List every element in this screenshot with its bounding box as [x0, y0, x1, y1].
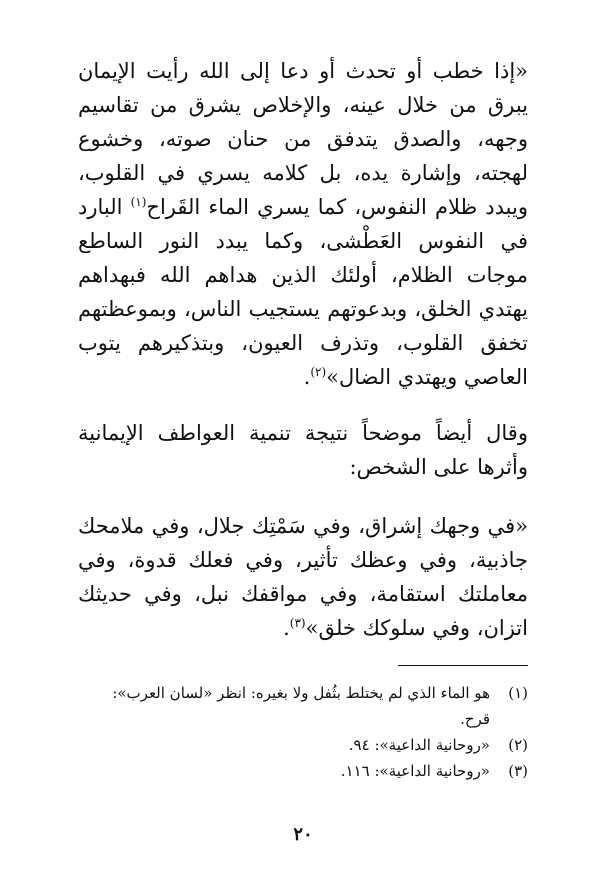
footnote-ref-2[interactable]: (٢) — [310, 365, 327, 379]
paragraph-end-mark: . — [303, 365, 311, 389]
footnote-ref-1[interactable]: (١) — [130, 195, 147, 209]
footnote-number: (٣) — [508, 762, 528, 780]
footnote-2 — [78, 732, 528, 758]
footnote-separator — [398, 665, 528, 666]
footnotes-section — [78, 680, 528, 784]
paragraph-text: وقال أيضاً موضحاً نتيجة تنمية العواطف الإيمانية وأثرها على الشخص: — [78, 421, 528, 479]
footnote-text: هو الماء الذي لم يختلط بثُفل ولا بغيره: انظر «لسان العرب»: قرح. — [112, 684, 490, 728]
paragraph-end-mark: . — [283, 616, 290, 640]
paragraph-text-continued: البارد في النفوس العَطْشى، وكما يبدد النور الساطع موجات الظلام، أولئك الذين هداهم الله فبهداهم يهتدي الخلق، وبدعوتهم يستجيب الناس، وبموعظتهم تخفق القلوب، وتذرف العيون، وبتذكيرهم يتوب العاصي ويهتدي الضال» — [78, 195, 528, 389]
footnote-number: (١) — [508, 684, 528, 702]
quote-paragraph-1 — [78, 54, 528, 394]
footnote-1 — [78, 680, 528, 732]
intro-paragraph — [78, 416, 528, 484]
footnote-ref-3[interactable]: (٣) — [289, 616, 306, 630]
page-number: ٢٠ — [293, 824, 313, 845]
paragraph-text: «في وجهك إشراق، وفي سَمْتِك جلال، وفي ملامحك جاذبية، وفي وعظك تأثير، وفي فعلك قدوة، وفي معاملتك استقامة، وفي مواقفك نبل، وفي حديثك اتزان، وفي سلوكك خلق» — [78, 514, 528, 640]
footnote-number: (٢) — [508, 736, 528, 754]
footnote-3 — [78, 758, 528, 784]
paragraph-text: «إذا خطب أو تحدث أو دعا إلى الله رأيت الإيمان يبرق من خلال عينه، والإخلاص يشرق من تقاسيم وجهه، والصدق يتدفق من حنان صوته، وخشوع لهجته، وإشارة يده، بل كلامه يسري في القلوب، ويبدد ظلام النفوس، كما يسري الماء القَراح — [78, 59, 528, 219]
footnote-text: «روحانية الداعية»: ٩٤. — [348, 736, 490, 754]
quote-paragraph-2 — [78, 509, 528, 645]
footnote-text: «روحانية الداعية»: ١١٦. — [340, 762, 490, 780]
